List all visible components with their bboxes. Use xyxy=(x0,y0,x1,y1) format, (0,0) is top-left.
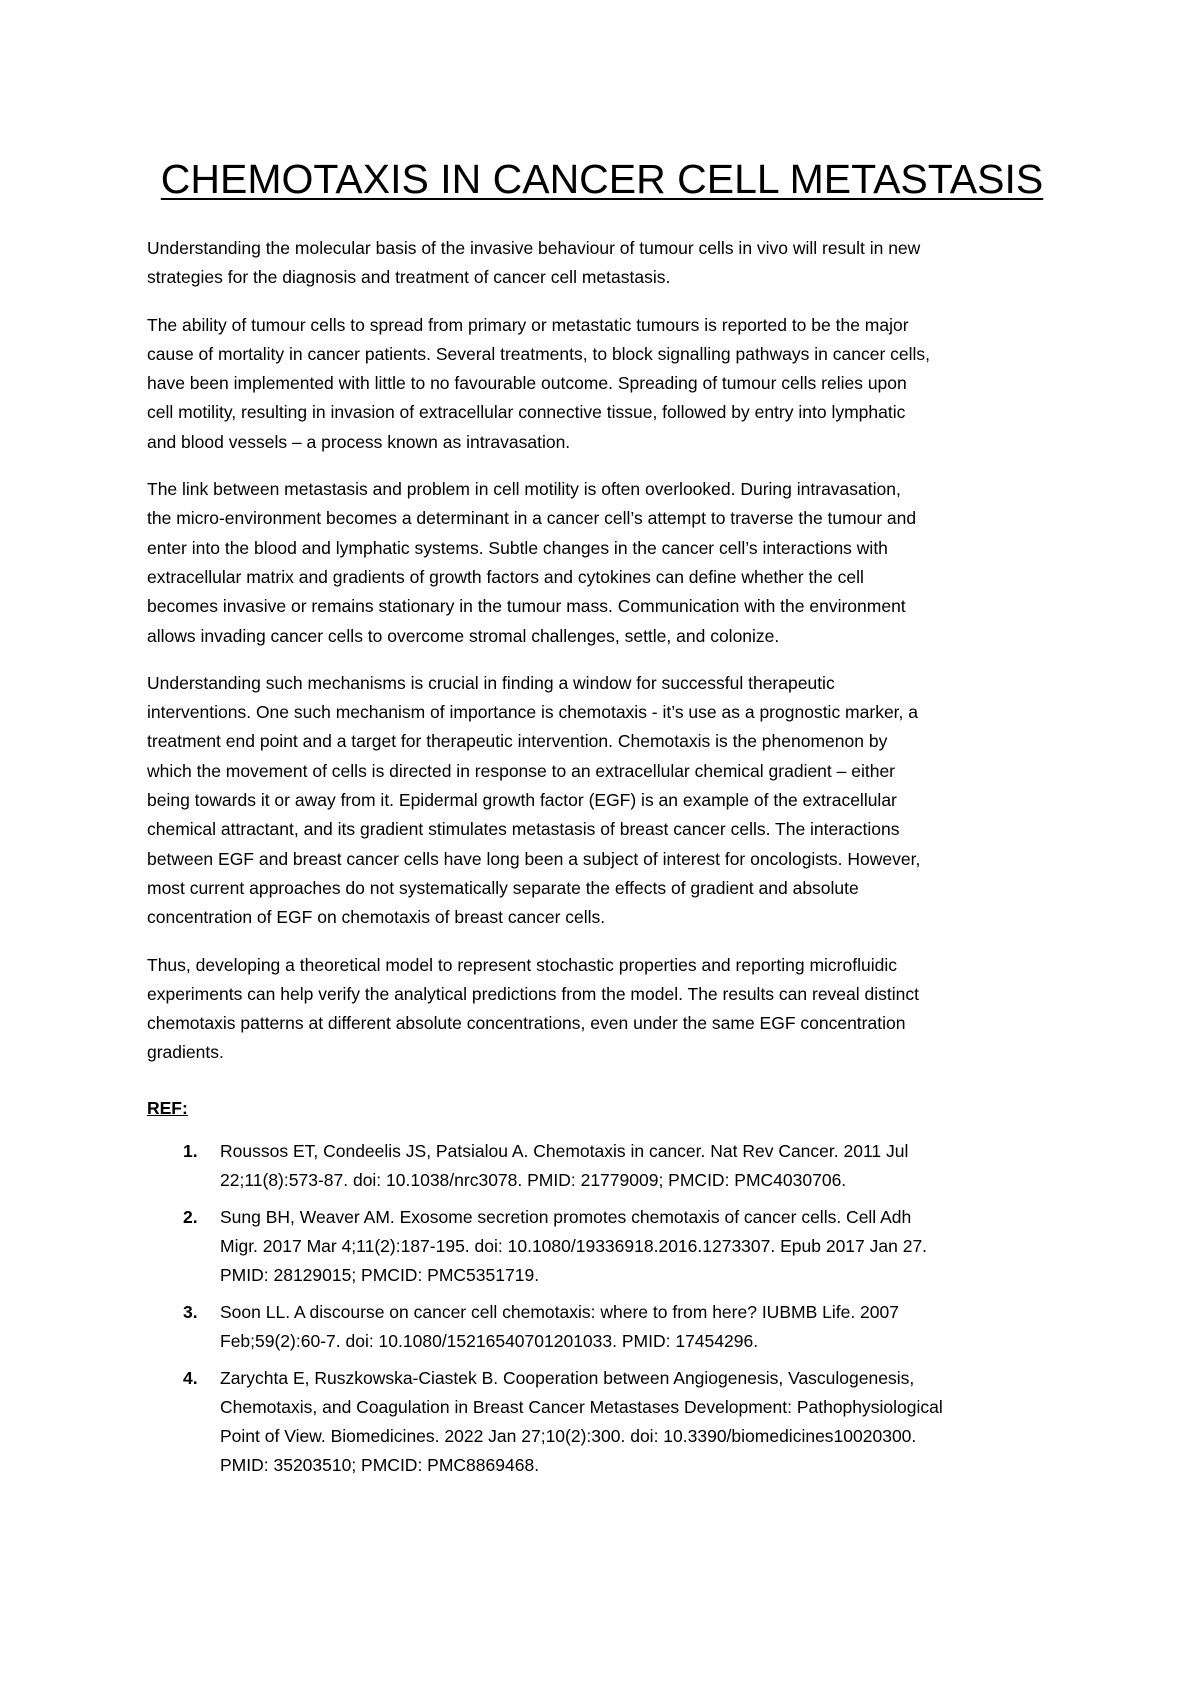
paragraph-line: The ability of tumour cells to spread from primary or metastatic tumours is reported to be the major xyxy=(147,314,909,335)
paragraph-line: extracellular matrix and gradients of growth factors and cytokines can define whether the cell xyxy=(147,566,864,587)
paragraph-line: Understanding such mechanisms is crucial in finding a window for successful therapeutic xyxy=(147,672,835,693)
paragraph-line: concentration of EGF on chemotaxis of breast cancer cells. xyxy=(147,907,606,928)
reference-line: Roussos ET, Condeelis JS, Patsialou A. Chemotaxis in cancer. Nat Rev Cancer. 2011 Jul xyxy=(220,1140,909,1161)
body-paragraph xyxy=(147,234,1057,293)
reference-line: Sung BH, Weaver AM. Exosome secretion promotes chemotaxis of cancer cells. Cell Adh xyxy=(220,1206,912,1227)
paragraph-line: Understanding the molecular basis of the invasive behaviour of tumour cells in vivo will result in new xyxy=(147,238,921,258)
paragraph-line: chemical attractant, and its gradient stimulates metastasis of breast cancer cells. The interactions xyxy=(147,819,900,840)
body-paragraph xyxy=(147,951,1057,1068)
reference-line: Migr. 2017 Mar 4;11(2):187-195. doi: 10.1080/19336918.2016.1273307. Epub 2017 Jan 27. xyxy=(220,1235,928,1256)
reference-line: PMID: 35203510; PMCID: PMC8869468. xyxy=(220,1454,540,1475)
paragraph-line: between EGF and breast cancer cells have long been a subject of interest for oncologists. However, xyxy=(147,848,921,869)
body-paragraphs xyxy=(147,234,1057,1068)
paragraph-line: the micro-environment becomes a determinant in a cancer cell’s attempt to traverse the tumour and xyxy=(147,508,917,529)
reference-item xyxy=(147,1298,1057,1356)
references-list xyxy=(147,1137,1057,1480)
body-paragraph xyxy=(147,311,1057,457)
reference-line: Soon LL. A discourse on cancer cell chemotaxis: where to from here? IUBMB Life. 2007 xyxy=(220,1301,899,1322)
paragraph-line: have been implemented with little to no favourable outcome. Spreading of tumour cells relies upon xyxy=(147,373,907,394)
paragraph-line: cell motility, resulting in invasion of extracellular connective tissue, followed by entry into lymphatic xyxy=(147,402,906,423)
paragraph-line: interventions. One such mechanism of importance is chemotaxis - it’s use as a prognostic marker, a xyxy=(147,702,918,723)
reference-item xyxy=(147,1364,1057,1480)
reference-line: PMID: 28129015; PMCID: PMC5351719. xyxy=(220,1264,540,1285)
reference-line: Zarychta E, Ruszkowska-Ciastek B. Cooperation between Angiogenesis, Vasculogenesis, xyxy=(220,1367,915,1388)
paragraph-line: enter into the blood and lymphatic systems. Subtle changes in the cancer cell’s interactions with xyxy=(147,537,888,558)
references-heading: REF: xyxy=(147,1097,188,1118)
paragraph-line: The link between metastasis and problem in cell motility is often overlooked. During intravasation, xyxy=(147,479,901,500)
reference-item xyxy=(147,1203,1057,1290)
paragraph-line: allows invading cancer cells to overcome stromal challenges, settle, and colonize. xyxy=(147,625,780,646)
body-paragraph xyxy=(147,669,1057,933)
paragraph-line: experiments can help verify the analytical predictions from the model. The results can reveal distinct xyxy=(147,983,919,1004)
document-title: CHEMOTAXIS IN CANCER CELL METASTASIS xyxy=(160,156,1044,202)
document-body xyxy=(147,150,1057,1488)
paragraph-line: most current approaches do not systematically separate the effects of gradient and absolute xyxy=(147,877,859,898)
body-paragraph xyxy=(147,475,1057,651)
reference-line: 22;11(8):573-87. doi: 10.1038/nrc3078. PMID: 21779009; PMCID: PMC4030706. xyxy=(220,1169,847,1190)
reference-line: Point of View. Biomedicines. 2022 Jan 27;10(2):300. doi: 10.3390/biomedicines10020300. xyxy=(220,1425,917,1446)
paragraph-line: strategies for the diagnosis and treatment of cancer cell metastasis. xyxy=(147,267,671,288)
paragraph-line: and blood vessels – a process known as intravasation. xyxy=(147,431,571,452)
reference-number: 1. xyxy=(183,1140,198,1161)
paragraph-line: gradients. xyxy=(147,1042,224,1063)
paragraph-line: Thus, developing a theoretical model to represent stochastic properties and reporting microfluidic xyxy=(147,954,897,975)
reference-number: 3. xyxy=(183,1301,198,1322)
paragraph-line: cause of mortality in cancer patients. Several treatments, to block signalling pathways in cancer cells, xyxy=(147,343,931,364)
reference-line: Feb;59(2):60-7. doi: 10.1080/15216540701201033. PMID: 17454296. xyxy=(220,1330,759,1351)
paragraph-line: treatment end point and a target for therapeutic intervention. Chemotaxis is the phenomenon by xyxy=(147,731,888,752)
paragraph-line: chemotaxis patterns at different absolute concentrations, even under the same EGF concentration xyxy=(147,1013,906,1034)
reference-number: 4. xyxy=(183,1367,198,1388)
reference-number: 2. xyxy=(183,1206,198,1227)
paragraph-line: becomes invasive or remains stationary in the tumour mass. Communication with the environment xyxy=(147,596,906,617)
paragraph-line: which the movement of cells is directed in response to an extracellular chemical gradient – either xyxy=(147,760,896,781)
paragraph-line: being towards it or away from it. Epidermal growth factor (EGF) is an example of the extracellular xyxy=(147,790,897,811)
reference-line: Chemotaxis, and Coagulation in Breast Cancer Metastases Development: Pathophysiological xyxy=(220,1396,943,1417)
reference-item xyxy=(147,1137,1057,1195)
